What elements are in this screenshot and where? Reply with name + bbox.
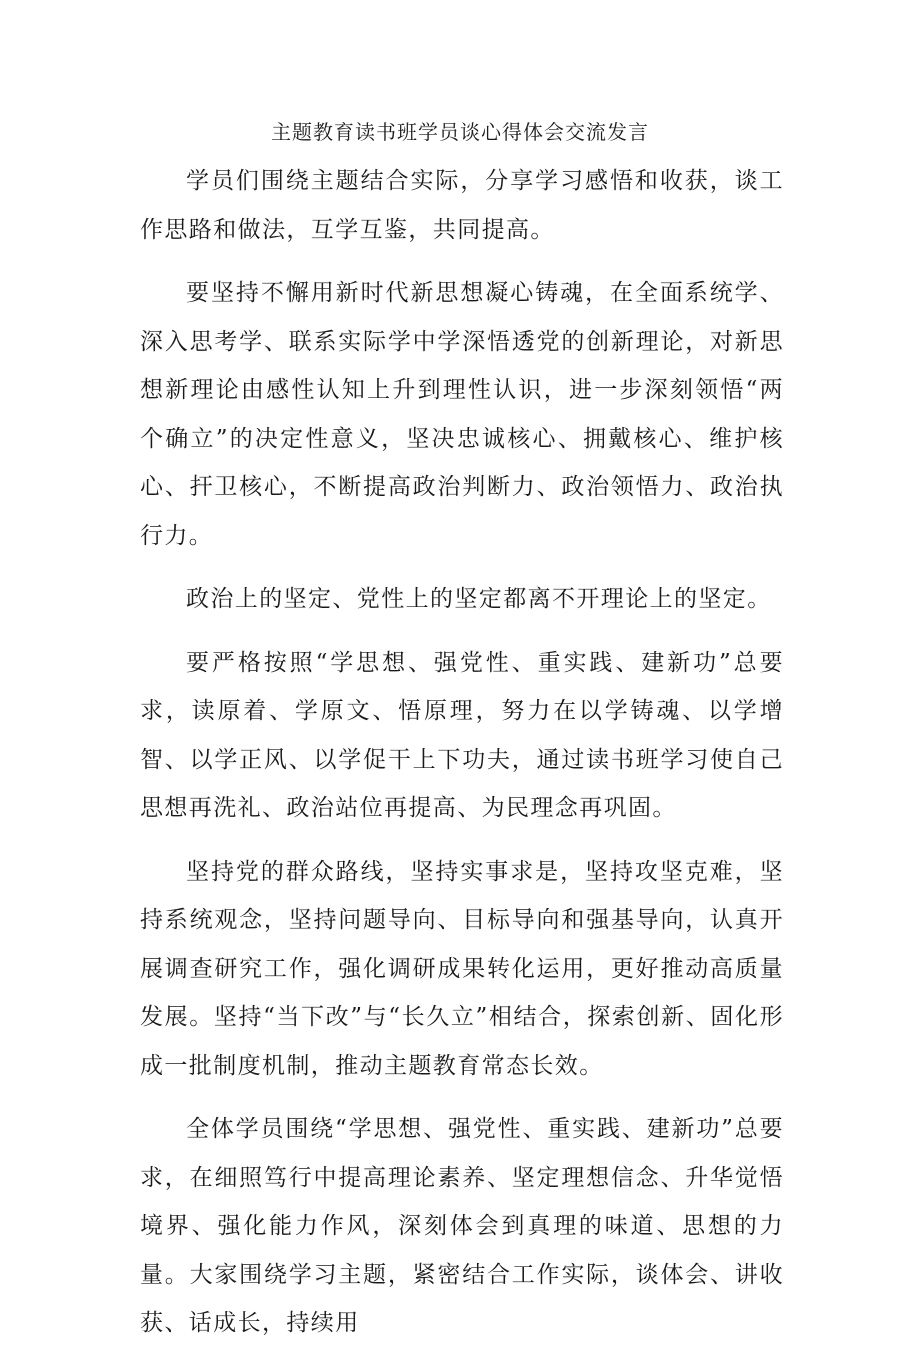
paragraph-6: 全体学员围绕“学思想、强党性、重实践、建新功”总要求，在细照笃行中提高理论素养、坚定理想信念、升华觉悟境界、强化能力作风，深刻体会到真理的味道、思想的力量。大家围绕学习主题，紧密结合工作实际，谈体会、讲收获、话成长，持续用 xyxy=(140,1116,784,1336)
document-title: 主题教育读书班学员谈心得体会交流发言 xyxy=(271,120,649,144)
paragraph-5: 坚持党的群众路线，坚持实事求是，坚持攻坚克难，坚持系统观念，坚持问题导向、目标导向和强基导向，认真开展调查研究工作，强化调研成果转化运用，更好推动高质量发展。坚持“当下改”与“长久立”相结合，探索创新、固化形成一批制度机制，推动主题教育常态长效。 xyxy=(140,858,784,1079)
document-body xyxy=(140,157,784,1363)
paragraph-1: 学员们围绕主题结合实际，分享学习感悟和收获，谈工作思路和做法，互学互鉴，共同提高。 xyxy=(140,168,784,243)
paragraph-2: 要坚持不懈用新时代新思想凝心铸魂，在全面系统学、深入思考学、联系实际学中学深悟透党的创新理论，对新思想新理论由感性认知上升到理性认识，进一步深刻领悟“两个确立”的决定性意义，坚决忠诚核心、拥戴核心、维护核心、扞卫核心，不断提高政治判断力、政治领悟力、政治执行力。 xyxy=(140,280,784,549)
paragraph-3: 政治上的坚定、党性上的坚定都离不开理论上的坚定。 xyxy=(186,586,772,612)
paragraph-4: 要严格按照“学思想、强党性、重实践、建新功”总要求，读原着、学原文、悟原理，努力在以学铸魂、以学增智、以学正风、以学促干上下功夫，通过读书班学习使自己思想再洗礼、政治站位再提高、为民理念再巩固。 xyxy=(140,649,784,821)
